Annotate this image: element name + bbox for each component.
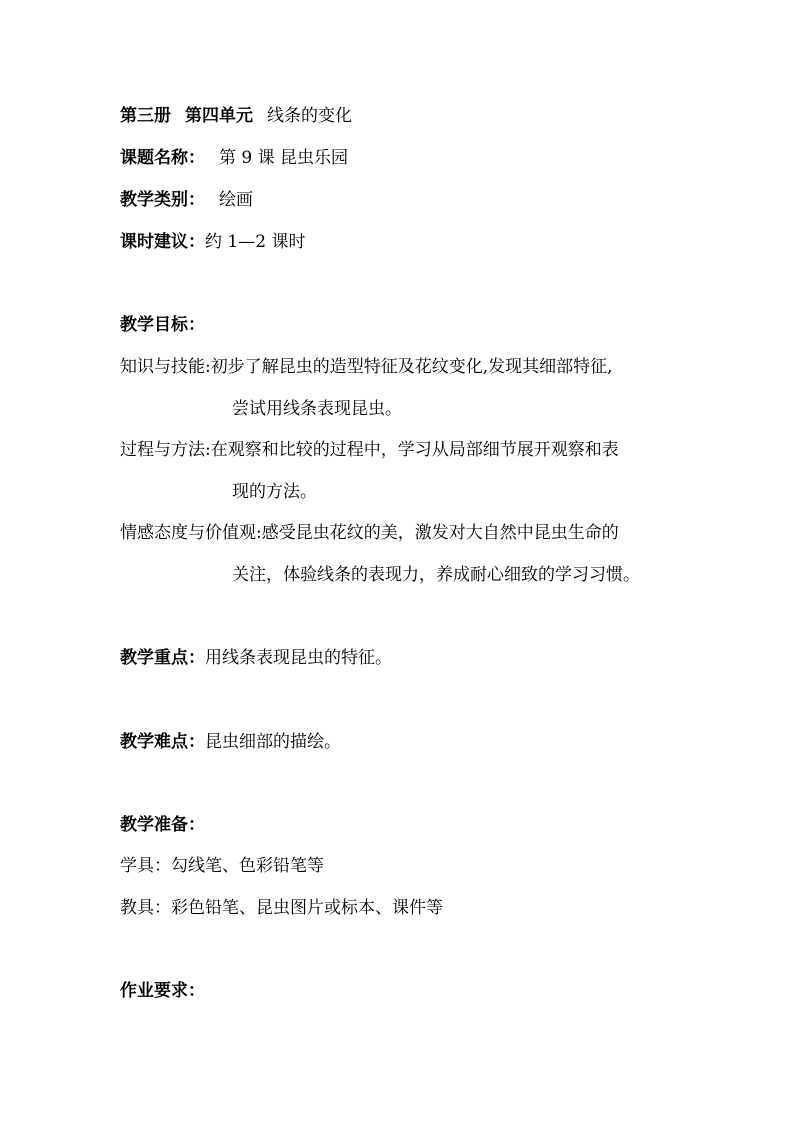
emotion-label: 情感态度与价值观: [120, 523, 262, 543]
lesson-title-value: 第 9 课 昆虫乐园 [219, 148, 349, 168]
knowledge-label: 知识与技能: [120, 357, 211, 377]
lesson-hours-row [120, 231, 305, 253]
key-point-value: 用线条表现昆虫的特征。 [205, 648, 392, 668]
key-point-row [120, 647, 392, 669]
process-label: 过程与方法: [120, 440, 211, 460]
process-objective [120, 439, 619, 461]
preparation-heading: 教学准备： [120, 815, 205, 835]
volume-label: 第三册 [120, 106, 171, 126]
emotion-text-2: 关注，体验线条的表现力，养成耐心细致的学习习惯。 [232, 565, 640, 585]
difficulty-value: 昆虫细部的描绘。 [205, 732, 341, 752]
lesson-title-row [120, 147, 348, 169]
emotion-text-1: 感受昆虫花纹的美，激发对大自然中昆虫生命的 [261, 523, 619, 543]
lesson-hours-value: 约 1—2 课时 [205, 232, 306, 252]
key-point-label: 教学重点： [120, 648, 205, 668]
homework-heading: 作业要求： [120, 981, 205, 1001]
knowledge-text-2: 尝试用线条表现昆虫。 [232, 399, 402, 419]
teacher-tools: 教具：彩色铅笔、昆虫图片或标本、课件等 [120, 898, 443, 918]
emotion-objective [120, 522, 619, 544]
lesson-hours-label: 课时建议： [120, 232, 205, 252]
process-text-2: 现的方法。 [232, 482, 317, 502]
unit-label: 第四单元 [185, 106, 253, 126]
process-text-1: 在观察和比较的过程中，学习从局部细节展开观察和表 [210, 440, 619, 460]
lesson-type-label: 教学类别： [120, 190, 205, 210]
student-tools: 学具：勾线笔、色彩铅笔等 [120, 856, 324, 876]
unit-title: 线条的变化 [267, 106, 352, 126]
knowledge-text-1: 初步了解昆虫的造型特征及花纹变化,发现其细部特征, [210, 357, 613, 377]
difficulty-label: 教学难点： [120, 732, 205, 752]
lesson-type-value: 绘画 [219, 190, 253, 210]
unit-header [120, 105, 352, 127]
lesson-title-label: 课题名称： [120, 148, 205, 168]
knowledge-objective [120, 356, 613, 378]
difficulty-row [120, 731, 341, 753]
lesson-type-row [120, 189, 253, 211]
objectives-heading: 教学目标： [120, 315, 205, 335]
